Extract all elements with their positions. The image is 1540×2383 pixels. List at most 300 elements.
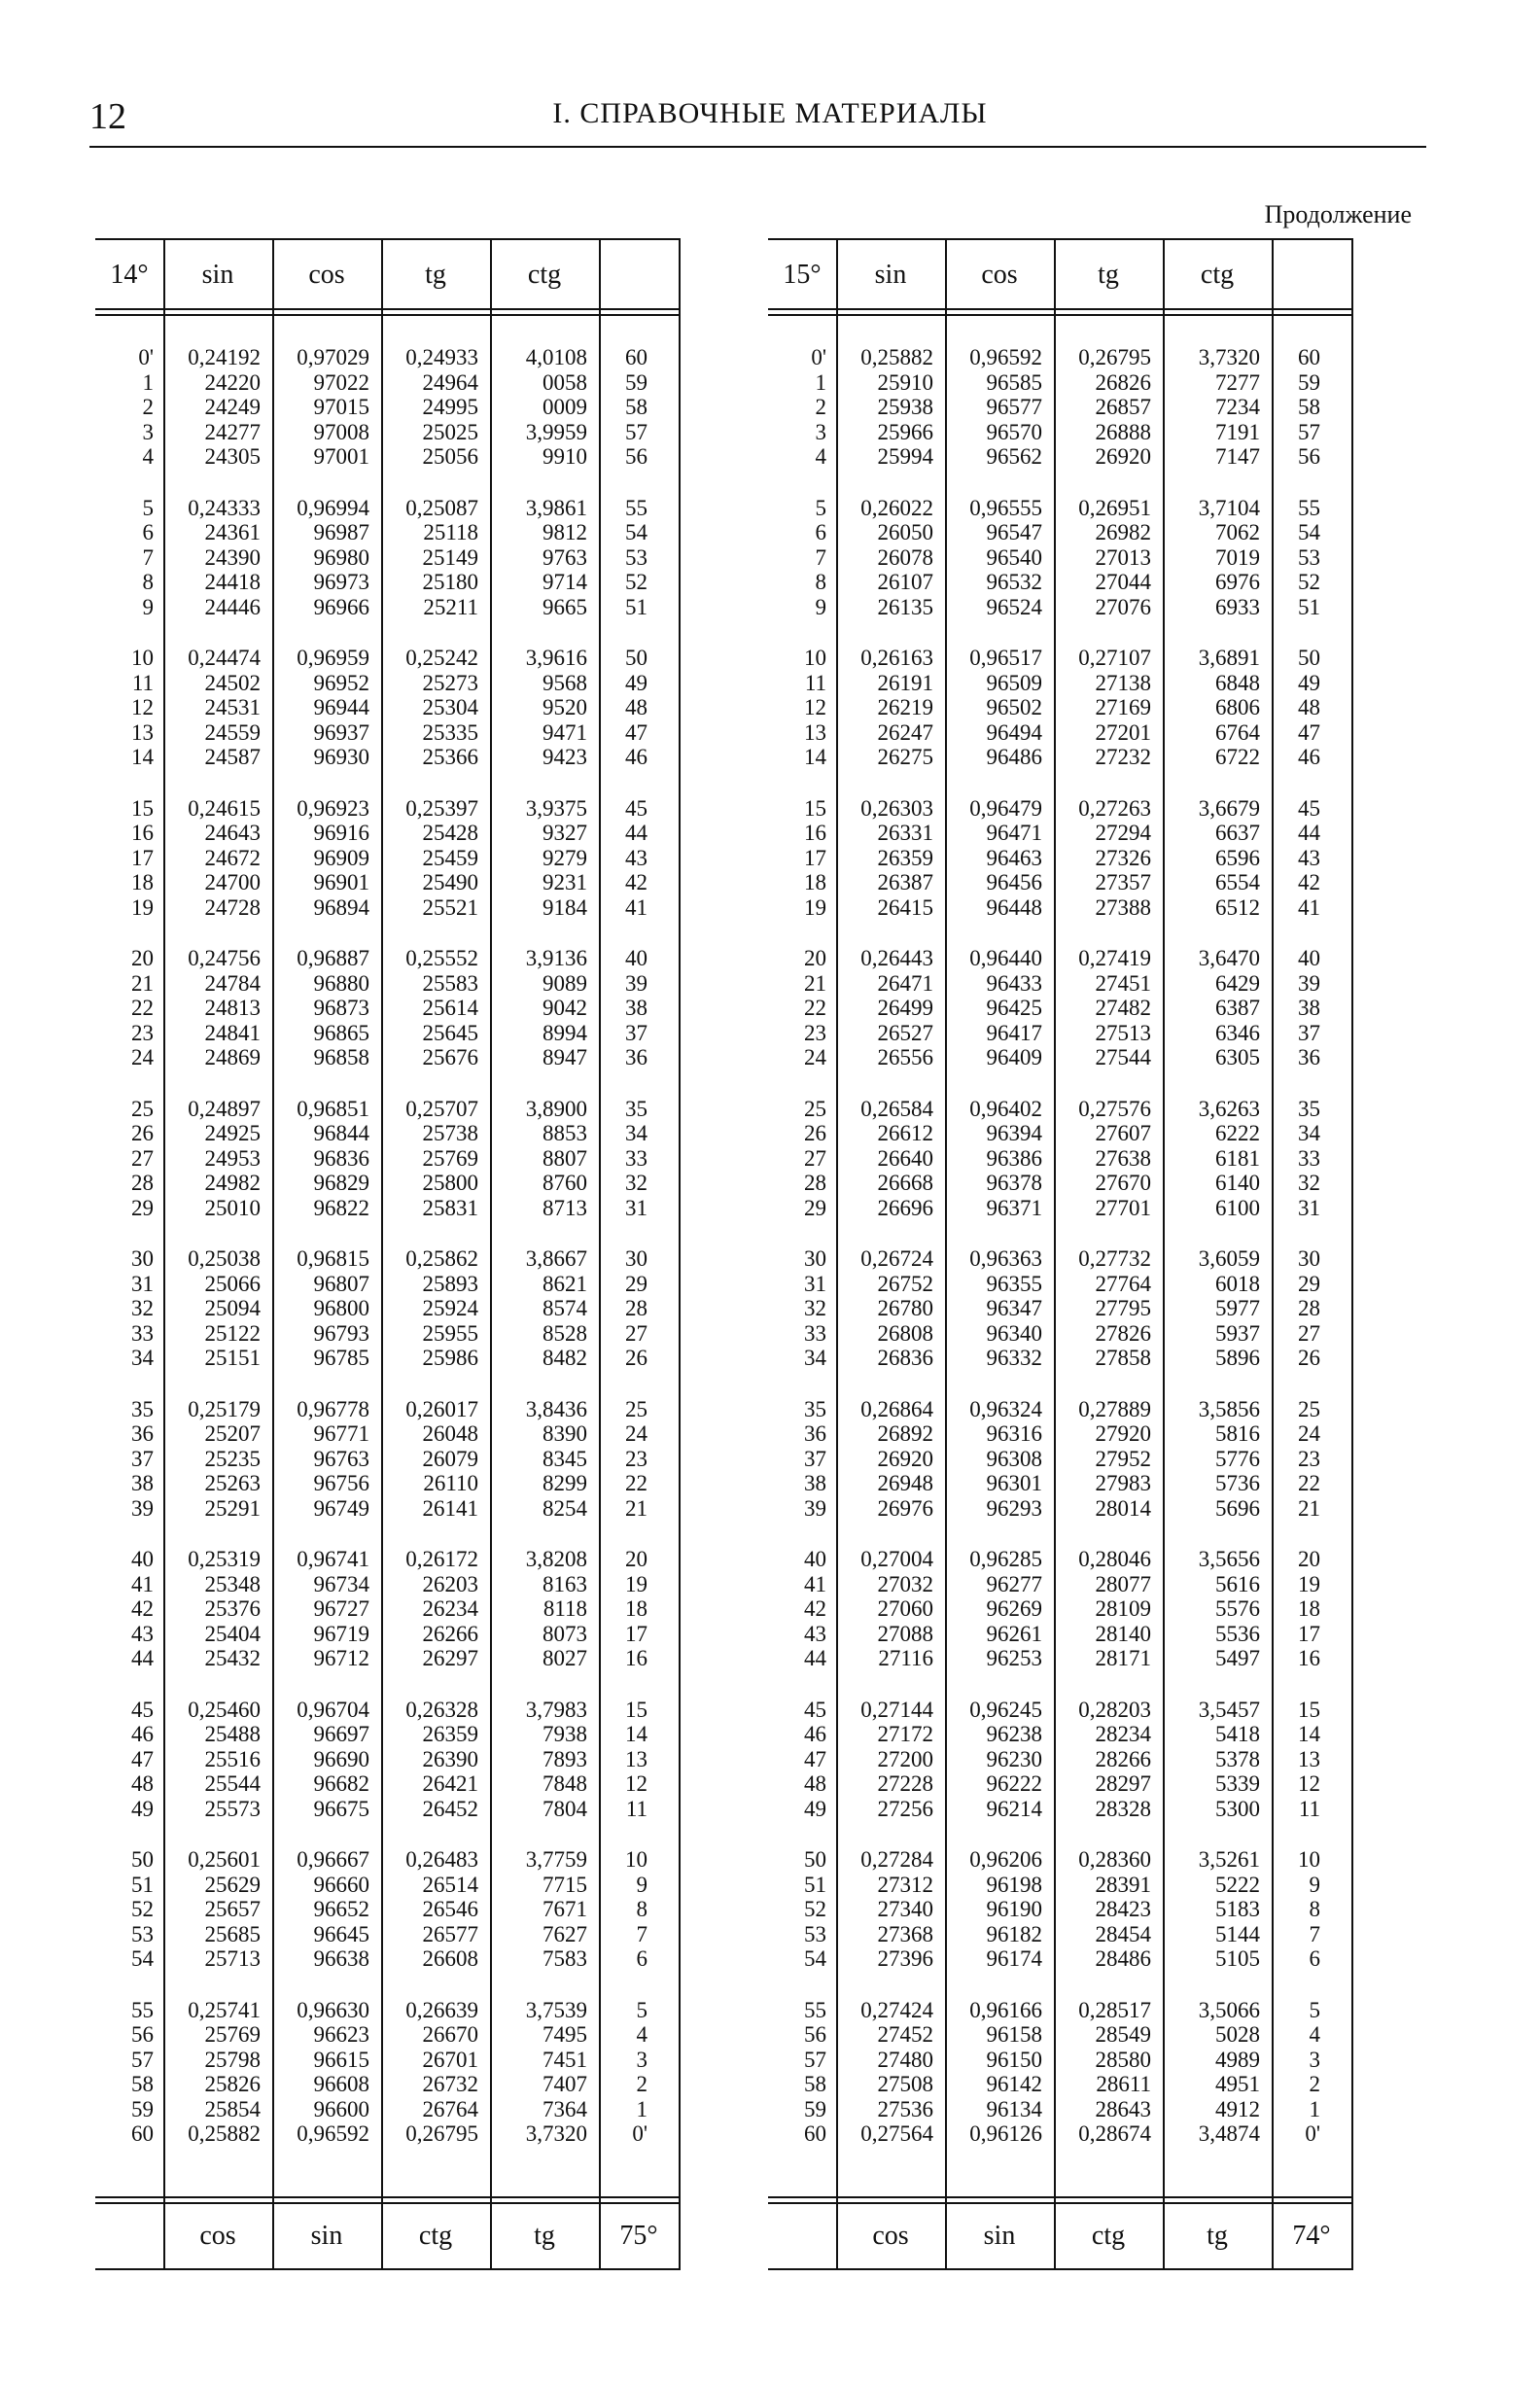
row-group-gap xyxy=(826,470,933,496)
table-cell: 96675 xyxy=(313,1796,369,1821)
header-cos: cos xyxy=(308,260,345,290)
table-cell: 41 xyxy=(131,1571,154,1596)
row-group-gap xyxy=(154,1070,261,1097)
table-cell: 6764 xyxy=(1215,719,1260,745)
table-cell: 27544 xyxy=(1095,1045,1151,1069)
row-group-gap xyxy=(262,1821,369,1847)
table-cell: 9471 xyxy=(542,719,587,745)
table-cell: 46 xyxy=(131,1722,154,1746)
footer-tg: tg xyxy=(1207,2221,1228,2251)
row-group-gap xyxy=(1153,1220,1260,1246)
table-cell: 96822 xyxy=(313,1195,369,1220)
table-cell: 7671 xyxy=(542,1897,587,1921)
table-cell: 33 xyxy=(625,1145,648,1171)
table-cell: 7191 xyxy=(1215,419,1260,444)
table-cell: 24390 xyxy=(204,544,261,570)
table-cell: 6554 xyxy=(1215,870,1260,894)
table-cell: 54 xyxy=(804,1946,826,1971)
table-cell: 6848 xyxy=(1215,670,1260,695)
table-cell: 18 xyxy=(804,870,826,894)
table-cell: 26 xyxy=(625,1346,648,1370)
row-group-gap xyxy=(589,1070,648,1097)
row-group-gap xyxy=(371,619,478,646)
row-group-gap xyxy=(95,1972,154,1998)
table-cell: 96316 xyxy=(986,1421,1042,1446)
table-cell: 9279 xyxy=(542,845,587,870)
table-cell: 6346 xyxy=(1215,1020,1260,1045)
row-group-gap xyxy=(1153,1070,1260,1097)
table-cell: 28171 xyxy=(1095,1646,1151,1670)
table-cell: 24 xyxy=(131,1045,154,1069)
table-cell: 96174 xyxy=(986,1946,1042,1971)
table-cell: 35 xyxy=(804,1396,826,1421)
table-cell: 26219 xyxy=(877,695,933,719)
table-cell: 0,96704 xyxy=(297,1697,369,1722)
table-cell: 0,27564 xyxy=(860,2121,933,2146)
table-cell: 96749 xyxy=(313,1495,369,1521)
table-cell: 12 xyxy=(625,1771,648,1796)
trig-table-14-75 xyxy=(95,238,756,2270)
table-cell: 14 xyxy=(1298,1722,1320,1746)
table-cell: 25122 xyxy=(204,1320,261,1346)
table-cell: 96608 xyxy=(313,2072,369,2096)
table-cell: 25713 xyxy=(204,1946,261,1971)
table-cell: 27172 xyxy=(877,1722,933,1746)
table-cell: 12 xyxy=(804,695,826,719)
table-cell: 22 xyxy=(625,1471,648,1495)
table-cell: 6512 xyxy=(1215,894,1260,920)
table-cell: 11 xyxy=(625,1796,648,1821)
row-group-gap xyxy=(935,1220,1042,1246)
table-cell: 24953 xyxy=(204,1145,261,1171)
table-cell: 58 xyxy=(131,2072,154,2096)
table-cell: 27312 xyxy=(877,1872,933,1897)
table-cell: 1 xyxy=(636,2096,648,2121)
table-cell: 96340 xyxy=(986,1320,1042,1346)
table-cell: 96150 xyxy=(986,2047,1042,2072)
table-cell: 4912 xyxy=(1215,2096,1260,2121)
table-cell: 26359 xyxy=(877,845,933,870)
row-group-gap xyxy=(371,1821,478,1847)
table-cell: 31 xyxy=(804,1271,826,1296)
table-cell: 54 xyxy=(625,520,648,544)
table-cell: 0,96402 xyxy=(969,1096,1042,1121)
table-rule-h xyxy=(95,238,679,240)
table-cell: 26920 xyxy=(1095,444,1151,469)
table-cell: 59 xyxy=(1298,369,1320,395)
table-cell: 0,26951 xyxy=(1078,495,1151,520)
table-cell: 24982 xyxy=(204,1171,261,1195)
table-cell: 25291 xyxy=(204,1495,261,1521)
header-cos: cos xyxy=(981,260,1018,290)
table-cell: 3,9616 xyxy=(525,646,587,670)
row-group-gap xyxy=(154,1671,261,1698)
table-cell: 25924 xyxy=(422,1296,478,1320)
table-cell: 0,27284 xyxy=(860,1847,933,1872)
table-cell: 25066 xyxy=(204,1271,261,1296)
table-cell: 26191 xyxy=(877,670,933,695)
table-cell: 96973 xyxy=(313,570,369,594)
table-cell: 49 xyxy=(131,1796,154,1821)
table-cell: 96793 xyxy=(313,1320,369,1346)
table-cell: 24 xyxy=(1298,1421,1320,1446)
column-min-left xyxy=(95,345,154,2147)
table-cell: 25428 xyxy=(422,821,478,845)
table-cell: 6596 xyxy=(1215,845,1260,870)
table-cell: 26888 xyxy=(1095,419,1151,444)
table-cell: 96308 xyxy=(986,1446,1042,1471)
table-cell: 24446 xyxy=(204,594,261,619)
row-group-gap xyxy=(935,470,1042,496)
table-rule-edge xyxy=(1351,238,1353,2270)
table-cell: 44 xyxy=(804,1646,826,1670)
table-cell: 28 xyxy=(804,1171,826,1195)
table-cell: 24 xyxy=(804,1045,826,1069)
table-cell: 96540 xyxy=(986,544,1042,570)
table-cell: 97008 xyxy=(313,419,369,444)
table-cell: 26359 xyxy=(422,1722,478,1746)
header-sin: sin xyxy=(201,260,234,290)
table-cell: 3,5066 xyxy=(1198,1997,1260,2022)
table-cell: 17 xyxy=(804,845,826,870)
table-cell: 36 xyxy=(1298,1045,1320,1069)
table-cell: 3,7104 xyxy=(1198,495,1260,520)
table-cell: 24813 xyxy=(204,996,261,1020)
table-cell: 4951 xyxy=(1215,2072,1260,2096)
table-cell: 96937 xyxy=(313,719,369,745)
table-cell: 4 xyxy=(142,444,154,469)
row-group-gap xyxy=(262,1972,369,1998)
table-cell: 5339 xyxy=(1215,1771,1260,1796)
row-group-gap xyxy=(1044,1671,1151,1698)
table-cell: 55 xyxy=(131,1997,154,2022)
table-cell: 9 xyxy=(142,594,154,619)
row-group-gap xyxy=(480,470,587,496)
table-cell: 96378 xyxy=(986,1171,1042,1195)
page-number: 12 xyxy=(89,96,126,137)
table-cell: 60 xyxy=(131,2121,154,2146)
table-cell: 57 xyxy=(1298,419,1320,444)
table-cell: 9714 xyxy=(542,570,587,594)
table-cell: 96448 xyxy=(986,894,1042,920)
row-group-gap xyxy=(826,1821,933,1847)
table-cell: 25800 xyxy=(422,1171,478,1195)
table-cell: 19 xyxy=(131,894,154,920)
table-cell: 26608 xyxy=(422,1946,478,1971)
table-cell: 35 xyxy=(1298,1096,1320,1121)
table-cell: 6722 xyxy=(1215,745,1260,769)
row-group-gap xyxy=(1153,920,1260,946)
table-cell: 27256 xyxy=(877,1796,933,1821)
row-group-gap xyxy=(262,920,369,946)
row-group-gap xyxy=(1044,1521,1151,1547)
table-cell: 96800 xyxy=(313,1296,369,1320)
table-cell: 25521 xyxy=(422,894,478,920)
row-group-gap xyxy=(589,1371,648,1397)
table-cell: 27326 xyxy=(1095,845,1151,870)
row-group-gap xyxy=(935,770,1042,796)
table-cell: 0,27263 xyxy=(1078,795,1151,821)
table-cell: 8390 xyxy=(542,1421,587,1446)
table-cell: 17 xyxy=(131,845,154,870)
table-cell: 6100 xyxy=(1215,1195,1260,1220)
row-group-gap xyxy=(95,770,154,796)
table-cell: 96807 xyxy=(313,1271,369,1296)
row-group-gap xyxy=(480,1671,587,1698)
table-cell: 60 xyxy=(1298,345,1320,369)
table-rule-h xyxy=(768,2196,1351,2198)
table-cell: 3,6263 xyxy=(1198,1096,1260,1121)
row-group-gap xyxy=(371,470,478,496)
footer-cos: cos xyxy=(199,2221,236,2251)
table-cell: 25676 xyxy=(422,1045,478,1069)
table-cell: 96386 xyxy=(986,1145,1042,1171)
table-cell: 96858 xyxy=(313,1045,369,1069)
table-cell: 25938 xyxy=(877,395,933,419)
table-cell: 7234 xyxy=(1215,395,1260,419)
table-cell: 2 xyxy=(636,2072,648,2096)
table-cell: 0,27889 xyxy=(1078,1396,1151,1421)
table-cell: 41 xyxy=(625,894,648,920)
table-cell: 0,27144 xyxy=(860,1697,933,1722)
table-cell: 10 xyxy=(1298,1847,1320,1872)
table-cell: 14 xyxy=(131,745,154,769)
table-cell: 0' xyxy=(811,345,826,369)
table-cell: 12 xyxy=(131,695,154,719)
table-cell: 3 xyxy=(1309,2047,1320,2072)
table-cell: 26612 xyxy=(877,1121,933,1145)
table-cell: 26527 xyxy=(877,1020,933,1045)
table-cell: 26732 xyxy=(422,2072,478,2096)
table-cell: 27200 xyxy=(877,1746,933,1771)
table-cell: 96394 xyxy=(986,1121,1042,1145)
table-cell: 28234 xyxy=(1095,1722,1151,1746)
header-rule xyxy=(89,146,1426,148)
table-cell: 34 xyxy=(625,1121,648,1145)
table-cell: 26780 xyxy=(877,1296,933,1320)
table-cell: 50 xyxy=(1298,646,1320,670)
table-cell: 26079 xyxy=(422,1446,478,1471)
row-group-gap xyxy=(1153,1371,1260,1397)
row-group-gap xyxy=(154,1220,261,1246)
table-cell: 0' xyxy=(1305,2121,1320,2146)
row-group-gap xyxy=(154,1371,261,1397)
table-cell: 3,7759 xyxy=(525,1847,587,1872)
row-group-gap xyxy=(480,1371,587,1397)
table-cell: 47 xyxy=(804,1746,826,1771)
table-cell: 33 xyxy=(1298,1145,1320,1171)
table-cell: 26701 xyxy=(422,2047,478,2072)
table-cell: 9042 xyxy=(542,996,587,1020)
table-cell: 25056 xyxy=(422,444,478,469)
table-cell: 48 xyxy=(131,1771,154,1796)
table-cell: 7848 xyxy=(542,1771,587,1796)
table-cell: 25769 xyxy=(204,2022,261,2047)
column-min-left xyxy=(768,345,826,2147)
table-cell: 0,24897 xyxy=(188,1096,261,1121)
column-cos xyxy=(262,345,369,2147)
table-cell: 33 xyxy=(131,1320,154,1346)
table-cell: 0,25882 xyxy=(860,345,933,369)
table-cell: 25273 xyxy=(422,670,478,695)
table-cell: 38 xyxy=(1298,996,1320,1020)
table-cell: 0,96206 xyxy=(969,1847,1042,1872)
trig-table-15-74 xyxy=(768,238,1429,2270)
table-cell: 49 xyxy=(1298,670,1320,695)
table-cell: 24 xyxy=(625,1421,648,1446)
table-cell: 26556 xyxy=(877,1045,933,1069)
row-group-gap xyxy=(154,619,261,646)
table-cell: 23 xyxy=(1298,1446,1320,1471)
table-cell: 7893 xyxy=(542,1746,587,1771)
table-cell: 28643 xyxy=(1095,2096,1151,2121)
table-cell: 25094 xyxy=(204,1296,261,1320)
table-cell: 4 xyxy=(1309,2022,1320,2047)
table-cell: 96697 xyxy=(313,1722,369,1746)
table-cell: 25798 xyxy=(204,2047,261,2072)
table-cell: 24277 xyxy=(204,419,261,444)
table-cell: 8027 xyxy=(542,1646,587,1670)
table-cell: 3,6059 xyxy=(1198,1246,1260,1271)
table-cell: 9763 xyxy=(542,544,587,570)
row-group-gap xyxy=(262,1070,369,1097)
table-cell: 3,8900 xyxy=(525,1096,587,1121)
row-group-gap xyxy=(1153,1972,1260,1998)
table-cell: 11 xyxy=(131,670,154,695)
table-cell: 8073 xyxy=(542,1621,587,1646)
table-cell: 47 xyxy=(1298,719,1320,745)
table-cell: 3,5457 xyxy=(1198,1697,1260,1722)
table-cell: 96719 xyxy=(313,1621,369,1646)
table-cell: 0,96592 xyxy=(297,2121,369,2146)
table-cell: 38 xyxy=(804,1471,826,1495)
table-cell: 96763 xyxy=(313,1446,369,1471)
table-cell: 30 xyxy=(804,1246,826,1271)
table-cell: 25366 xyxy=(422,745,478,769)
table-cell: 25769 xyxy=(422,1145,478,1171)
table-cell: 7938 xyxy=(542,1722,587,1746)
table-cell: 21 xyxy=(804,970,826,996)
table-cell: 39 xyxy=(625,970,648,996)
table-cell: 0,24192 xyxy=(188,345,261,369)
table-cell: 53 xyxy=(625,544,648,570)
table-cell: 0,96741 xyxy=(297,1547,369,1571)
table-cell: 9568 xyxy=(542,670,587,695)
row-group-gap xyxy=(262,619,369,646)
table-cell: 25304 xyxy=(422,695,478,719)
table-rule-h xyxy=(768,2268,1351,2270)
table-cell: 26982 xyxy=(1095,520,1151,544)
table-cell: 96509 xyxy=(986,670,1042,695)
table-cell: 24559 xyxy=(204,719,261,745)
table-cell: 8482 xyxy=(542,1346,587,1370)
column-tg xyxy=(1044,345,1151,2147)
table-rule-h xyxy=(768,238,1351,240)
table-cell: 25544 xyxy=(204,1771,261,1796)
table-cell: 57 xyxy=(625,419,648,444)
table-cell: 25 xyxy=(625,1396,648,1421)
table-cell: 0,28674 xyxy=(1078,2121,1151,2146)
table-cell: 5616 xyxy=(1215,1571,1260,1596)
table-cell: 25432 xyxy=(204,1646,261,1670)
table-cell: 96425 xyxy=(986,996,1042,1020)
table-cell: 5418 xyxy=(1215,1722,1260,1746)
row-group-gap xyxy=(935,1821,1042,1847)
table-cell: 26976 xyxy=(877,1495,933,1521)
table-cell: 24220 xyxy=(204,369,261,395)
table-cell: 96966 xyxy=(313,594,369,619)
table-cell: 5576 xyxy=(1215,1596,1260,1621)
row-group-gap xyxy=(1262,1371,1320,1397)
table-cell: 26107 xyxy=(877,570,933,594)
table-cell: 1 xyxy=(815,369,826,395)
table-cell: 3,8667 xyxy=(525,1246,587,1271)
table-cell: 96301 xyxy=(986,1471,1042,1495)
row-group-gap xyxy=(480,770,587,796)
table-cell: 0,25242 xyxy=(405,646,478,670)
table-cell: 5977 xyxy=(1215,1296,1260,1320)
table-cell: 53 xyxy=(804,1921,826,1946)
table-cell: 46 xyxy=(625,745,648,769)
table-cell: 96585 xyxy=(986,369,1042,395)
table-cell: 6305 xyxy=(1215,1045,1260,1069)
table-cell: 0,26639 xyxy=(405,1997,478,2022)
table-cell: 24784 xyxy=(204,970,261,996)
header-tg: tg xyxy=(425,260,446,290)
table-cell: 0,25601 xyxy=(188,1847,261,1872)
table-cell: 25831 xyxy=(422,1195,478,1220)
table-cell: 27508 xyxy=(877,2072,933,2096)
table-cell: 13 xyxy=(625,1746,648,1771)
table-cell: 55 xyxy=(804,1997,826,2022)
table-cell: 5 xyxy=(1309,1997,1320,2022)
table-rule-h xyxy=(95,2196,679,2198)
table-cell: 13 xyxy=(1298,1746,1320,1771)
table-cell: 25 xyxy=(131,1096,154,1121)
row-group-gap xyxy=(768,770,826,796)
table-cell: 96371 xyxy=(986,1195,1042,1220)
table-cell: 26331 xyxy=(877,821,933,845)
table-cell: 20 xyxy=(625,1547,648,1571)
table-cell: 39 xyxy=(131,1495,154,1521)
table-cell: 96524 xyxy=(986,594,1042,619)
table-cell: 0,26483 xyxy=(405,1847,478,1872)
table-cell: 42 xyxy=(625,870,648,894)
table-cell: 45 xyxy=(804,1697,826,1722)
table-cell: 6976 xyxy=(1215,570,1260,594)
table-cell: 96532 xyxy=(986,570,1042,594)
row-group-gap xyxy=(1044,1821,1151,1847)
table-cell: 5 xyxy=(815,495,826,520)
table-cell: 6181 xyxy=(1215,1145,1260,1171)
row-group-gap xyxy=(589,1521,648,1547)
table-cell: 60 xyxy=(804,2121,826,2146)
table-cell: 0009 xyxy=(542,395,587,419)
table-cell: 27983 xyxy=(1095,1471,1151,1495)
table-cell: 9 xyxy=(636,1872,648,1897)
table-rule-h xyxy=(95,314,679,316)
table-cell: 7583 xyxy=(542,1946,587,1971)
table-cell: 26048 xyxy=(422,1421,478,1446)
row-group-gap xyxy=(1262,1972,1320,1998)
table-cell: 26297 xyxy=(422,1646,478,1670)
table-cell: 58 xyxy=(804,2072,826,2096)
table-cell: 96690 xyxy=(313,1746,369,1771)
table-cell: 26452 xyxy=(422,1796,478,1821)
table-cell: 6429 xyxy=(1215,970,1260,996)
table-cell: 28297 xyxy=(1095,1771,1151,1796)
row-group-gap xyxy=(371,1220,478,1246)
